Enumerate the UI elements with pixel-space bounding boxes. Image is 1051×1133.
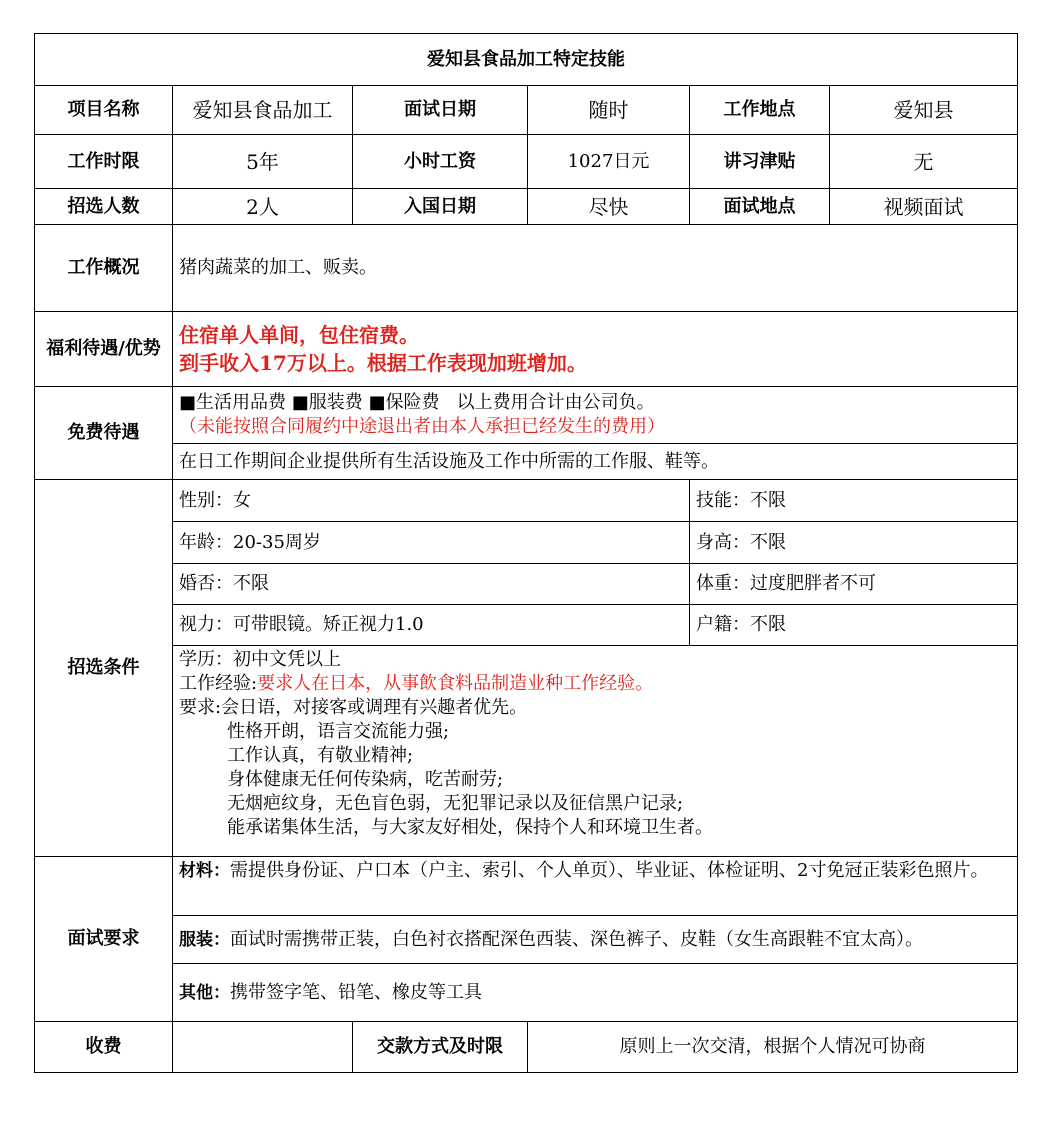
condition-education: 学历：初中文凭以上 [179,649,341,670]
interview-materials [173,857,1018,916]
entry-date-value: 尽快 [528,189,690,225]
headcount-label: 招选人数 [35,189,173,225]
other-label: 其他： [179,982,230,1003]
entry-date-label: 入国日期 [353,189,528,225]
fee-value [173,1022,353,1073]
benefits-line-2: 到手收入17万以上。根据工作表现加班增加。 [179,351,587,375]
condition-height: 身高：不限 [690,522,1018,564]
interview-date-label: 面试日期 [353,86,528,135]
conditions-label: 招选条件 [35,480,173,857]
requirement-item: 无烟疤纹身，无色盲色弱，无犯罪记录以及征信黑户记录; [227,793,684,814]
dress-label: 服装： [179,929,230,950]
materials-label: 材料： [179,861,230,881]
interview-other [173,964,1018,1022]
work-place-label: 工作地点 [690,86,830,135]
requirement-item: 身体健康无任何传染病，吃苦耐劳; [227,769,504,790]
fee-label: 收费 [35,1022,173,1073]
project-name-label: 项目名称 [35,86,173,135]
dress-text: 面试时需携带正装，白色衬衣搭配深色西装、深色裤子、皮鞋（女生高跟鞋不宜太高）。 [230,928,923,950]
headcount-value: 2人 [173,189,353,225]
condition-age: 年龄：20-35周岁 [173,522,690,564]
benefits-line-1: 住宿单人单间，包住宿费。 [179,323,419,347]
experience-text: 要求人在日本，从事飲食料品制造业种工作经验。 [257,673,654,694]
work-term-value: 5年 [173,135,353,189]
other-text: 携带签字笔、铅笔、橡皮等工具 [230,981,482,1003]
work-place-value: 爱知县 [830,86,1018,135]
free-benefits-note: （未能按照合同履约中途退出者由本人承担已经发生的费用） [179,416,665,437]
interview-requirements-label: 面试要求 [35,857,173,1022]
training-allowance-value: 无 [830,135,1018,189]
payment-method-value: 原则上一次交清，根据个人情况可协商 [528,1022,1018,1073]
condition-vision: 视力：可带眼镜。矫正视力1.0 [173,605,690,646]
interview-place-label: 面试地点 [690,189,830,225]
overview-label: 工作概况 [35,225,173,312]
page-title: 爱知县食品加工特定技能 [35,34,1018,86]
requirement-first [179,696,1011,720]
requirement-item: 工作认真，有敬业精神; [227,745,414,766]
requirement-item: 性格开朗，语言交流能力强; [227,721,450,742]
free-benefits-items: ■生活用品费 ■服装费 ■保险费 以上费用合计由公司负。 [179,392,655,413]
hourly-wage-value: 1027日元 [528,135,690,189]
project-name-value: 爱知县食品加工 [173,86,353,135]
experience-label: 工作经验: [179,673,258,694]
condition-marital: 婚否：不限 [173,564,690,605]
condition-hukou: 户籍：不限 [690,605,1018,646]
work-term-label: 工作时限 [35,135,173,189]
interview-dress [173,916,1018,964]
overview-text: 猪肉蔬菜的加工、贩卖。 [173,225,1018,312]
requirement-item: 会日语，对接客或调理有兴趣者优先。 [221,697,528,718]
materials-text: 需提供身份证、户口本（户主、索引、个人单页）、毕业证、体检证明、2寸免冠正装彩色照片。 [230,860,989,881]
requirement-item: 能承诺集体生活，与大家友好相处，保持个人和环境卫生者。 [227,817,713,838]
free-benefits-cell [173,387,1018,444]
interview-place-value: 视频面试 [830,189,1018,225]
hourly-wage-label: 小时工资 [353,135,528,189]
interview-date-value: 随时 [528,86,690,135]
free-benefits-label: 免费待遇 [35,387,173,480]
benefits-cell [173,312,1018,387]
condition-experience [179,672,1011,696]
free-benefits-facilities: 在日工作期间企业提供所有生活设施及工作中所需的工作服、鞋等。 [173,444,1018,480]
training-allowance-label: 讲习津贴 [690,135,830,189]
condition-details [173,646,1018,857]
condition-weight: 体重：过度肥胖者不可 [690,564,1018,605]
payment-method-label: 交款方式及时限 [353,1022,528,1073]
requirement-label: 要求: [179,697,222,718]
benefits-label: 福利待遇/优势 [35,312,173,387]
condition-gender: 性别：女 [173,480,690,522]
job-info-table [34,33,1018,1073]
condition-skill: 技能：不限 [690,480,1018,522]
